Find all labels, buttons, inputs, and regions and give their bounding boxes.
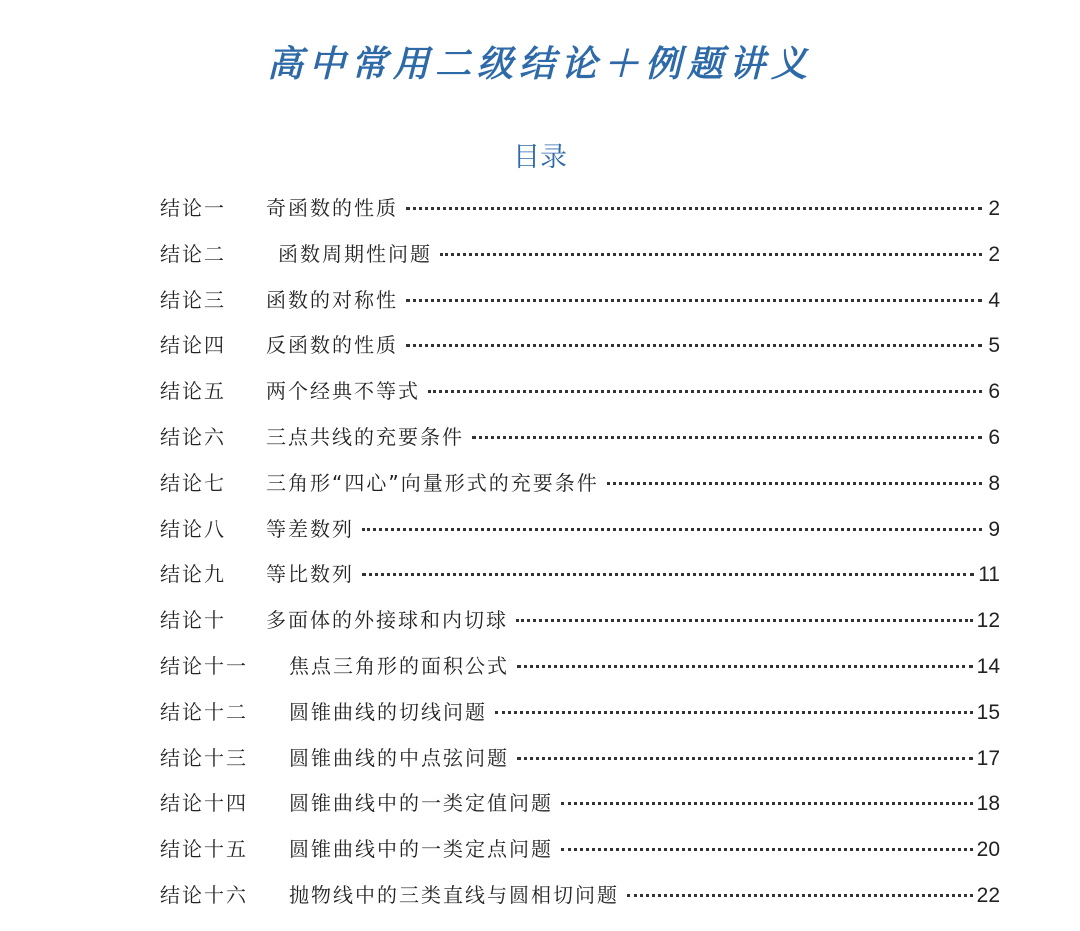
entry-title: 两个经典不等式 xyxy=(266,379,420,404)
entry-number: 结论九 xyxy=(160,562,226,587)
dot-leader xyxy=(561,802,973,805)
document-title: 高中常用二级结论＋例题讲义 xyxy=(266,43,813,85)
entry-number: 结论十三 xyxy=(160,745,248,770)
entry-page-number: 6 xyxy=(988,425,1000,449)
entry-number: 结论四 xyxy=(160,333,226,358)
toc-entry[interactable] xyxy=(160,186,1000,232)
toc-entry[interactable] xyxy=(160,644,1000,690)
entry-number: 结论十 xyxy=(160,608,226,633)
toc-entry[interactable] xyxy=(160,415,1000,461)
table-of-contents xyxy=(160,186,1000,919)
entry-page-number: 15 xyxy=(976,700,1000,724)
entry-number: 结论二 xyxy=(160,241,226,266)
toc-entry[interactable] xyxy=(160,232,1000,278)
dot-leader xyxy=(406,344,982,347)
toc-entry[interactable] xyxy=(160,369,1000,415)
entry-number: 结论十二 xyxy=(160,699,248,724)
entry-page-number: 6 xyxy=(988,380,1000,404)
toc-entry[interactable] xyxy=(160,461,1000,507)
entry-title: 圆锥曲线的中点弦问题 xyxy=(289,745,509,770)
entry-title: 等比数列 xyxy=(266,562,354,587)
entry-number: 结论六 xyxy=(160,424,226,449)
entry-page-number: 22 xyxy=(976,883,1000,907)
entry-number: 结论十五 xyxy=(160,837,248,862)
dot-leader xyxy=(607,482,982,485)
entry-number: 结论十六 xyxy=(160,882,248,907)
entry-number: 结论三 xyxy=(160,287,226,312)
entry-title: 等差数列 xyxy=(266,516,354,541)
dot-leader xyxy=(627,894,973,897)
entry-title: 函数周期性问题 xyxy=(278,241,432,266)
entry-title: 抛物线中的三类直线与圆相切问题 xyxy=(289,882,619,907)
toc-entry[interactable] xyxy=(160,323,1000,369)
dot-leader xyxy=(561,848,973,851)
entry-page-number: 9 xyxy=(988,517,1000,541)
dot-leader xyxy=(362,573,974,576)
toc-entry[interactable] xyxy=(160,827,1000,873)
entry-title: 三点共线的充要条件 xyxy=(266,424,464,449)
entry-page-number: 20 xyxy=(976,838,1000,862)
entry-number: 结论十四 xyxy=(160,791,248,816)
entry-page-number: 2 xyxy=(988,197,1000,220)
dot-leader xyxy=(362,528,982,531)
entry-title: 三角形“四心”向量形式的充要条件 xyxy=(266,470,599,495)
entry-number: 结论五 xyxy=(160,379,226,404)
entry-page-number: 5 xyxy=(988,334,1000,358)
dot-leader xyxy=(406,299,982,302)
dot-leader xyxy=(428,390,982,393)
toc-entry[interactable] xyxy=(160,552,1000,598)
entry-page-number: 8 xyxy=(988,471,1000,495)
dot-leader xyxy=(440,253,982,256)
toc-entry[interactable] xyxy=(160,736,1000,782)
toc-entry[interactable] xyxy=(160,873,1000,919)
dot-leader xyxy=(406,207,982,210)
entry-title: 函数的对称性 xyxy=(266,287,398,312)
toc-entry[interactable] xyxy=(160,690,1000,736)
entry-title: 圆锥曲线中的一类定值问题 xyxy=(289,791,553,816)
entry-page-number: 18 xyxy=(976,792,1000,816)
entry-number: 结论十一 xyxy=(160,653,248,678)
entry-page-number: 14 xyxy=(976,654,1000,678)
entry-title: 圆锥曲线中的一类定点问题 xyxy=(289,837,553,862)
dot-leader xyxy=(495,711,973,714)
entry-number: 结论七 xyxy=(160,470,226,495)
entry-page-number: 4 xyxy=(988,288,1000,312)
entry-page-number: 11 xyxy=(978,563,1000,587)
entry-title: 焦点三角形的面积公式 xyxy=(289,653,509,678)
toc-entry[interactable] xyxy=(160,781,1000,827)
entry-number: 结论一 xyxy=(160,196,226,220)
entry-title: 奇函数的性质 xyxy=(266,196,398,220)
entry-page-number: 12 xyxy=(976,609,1000,633)
entry-title: 反函数的性质 xyxy=(266,333,398,358)
entry-title: 圆锥曲线的切线问题 xyxy=(289,699,487,724)
toc-entry[interactable] xyxy=(160,278,1000,324)
toc-entry[interactable] xyxy=(160,507,1000,553)
dot-leader xyxy=(517,757,973,760)
entry-title: 多面体的外接球和内切球 xyxy=(266,608,508,633)
dot-leader xyxy=(516,619,973,622)
dot-leader xyxy=(472,436,982,439)
entry-page-number: 17 xyxy=(976,746,1000,770)
entry-number: 结论八 xyxy=(160,516,226,541)
entry-page-number: 2 xyxy=(988,242,1000,266)
dot-leader xyxy=(517,665,973,668)
toc-entry[interactable] xyxy=(160,598,1000,644)
toc-heading: 目录 xyxy=(513,142,567,173)
